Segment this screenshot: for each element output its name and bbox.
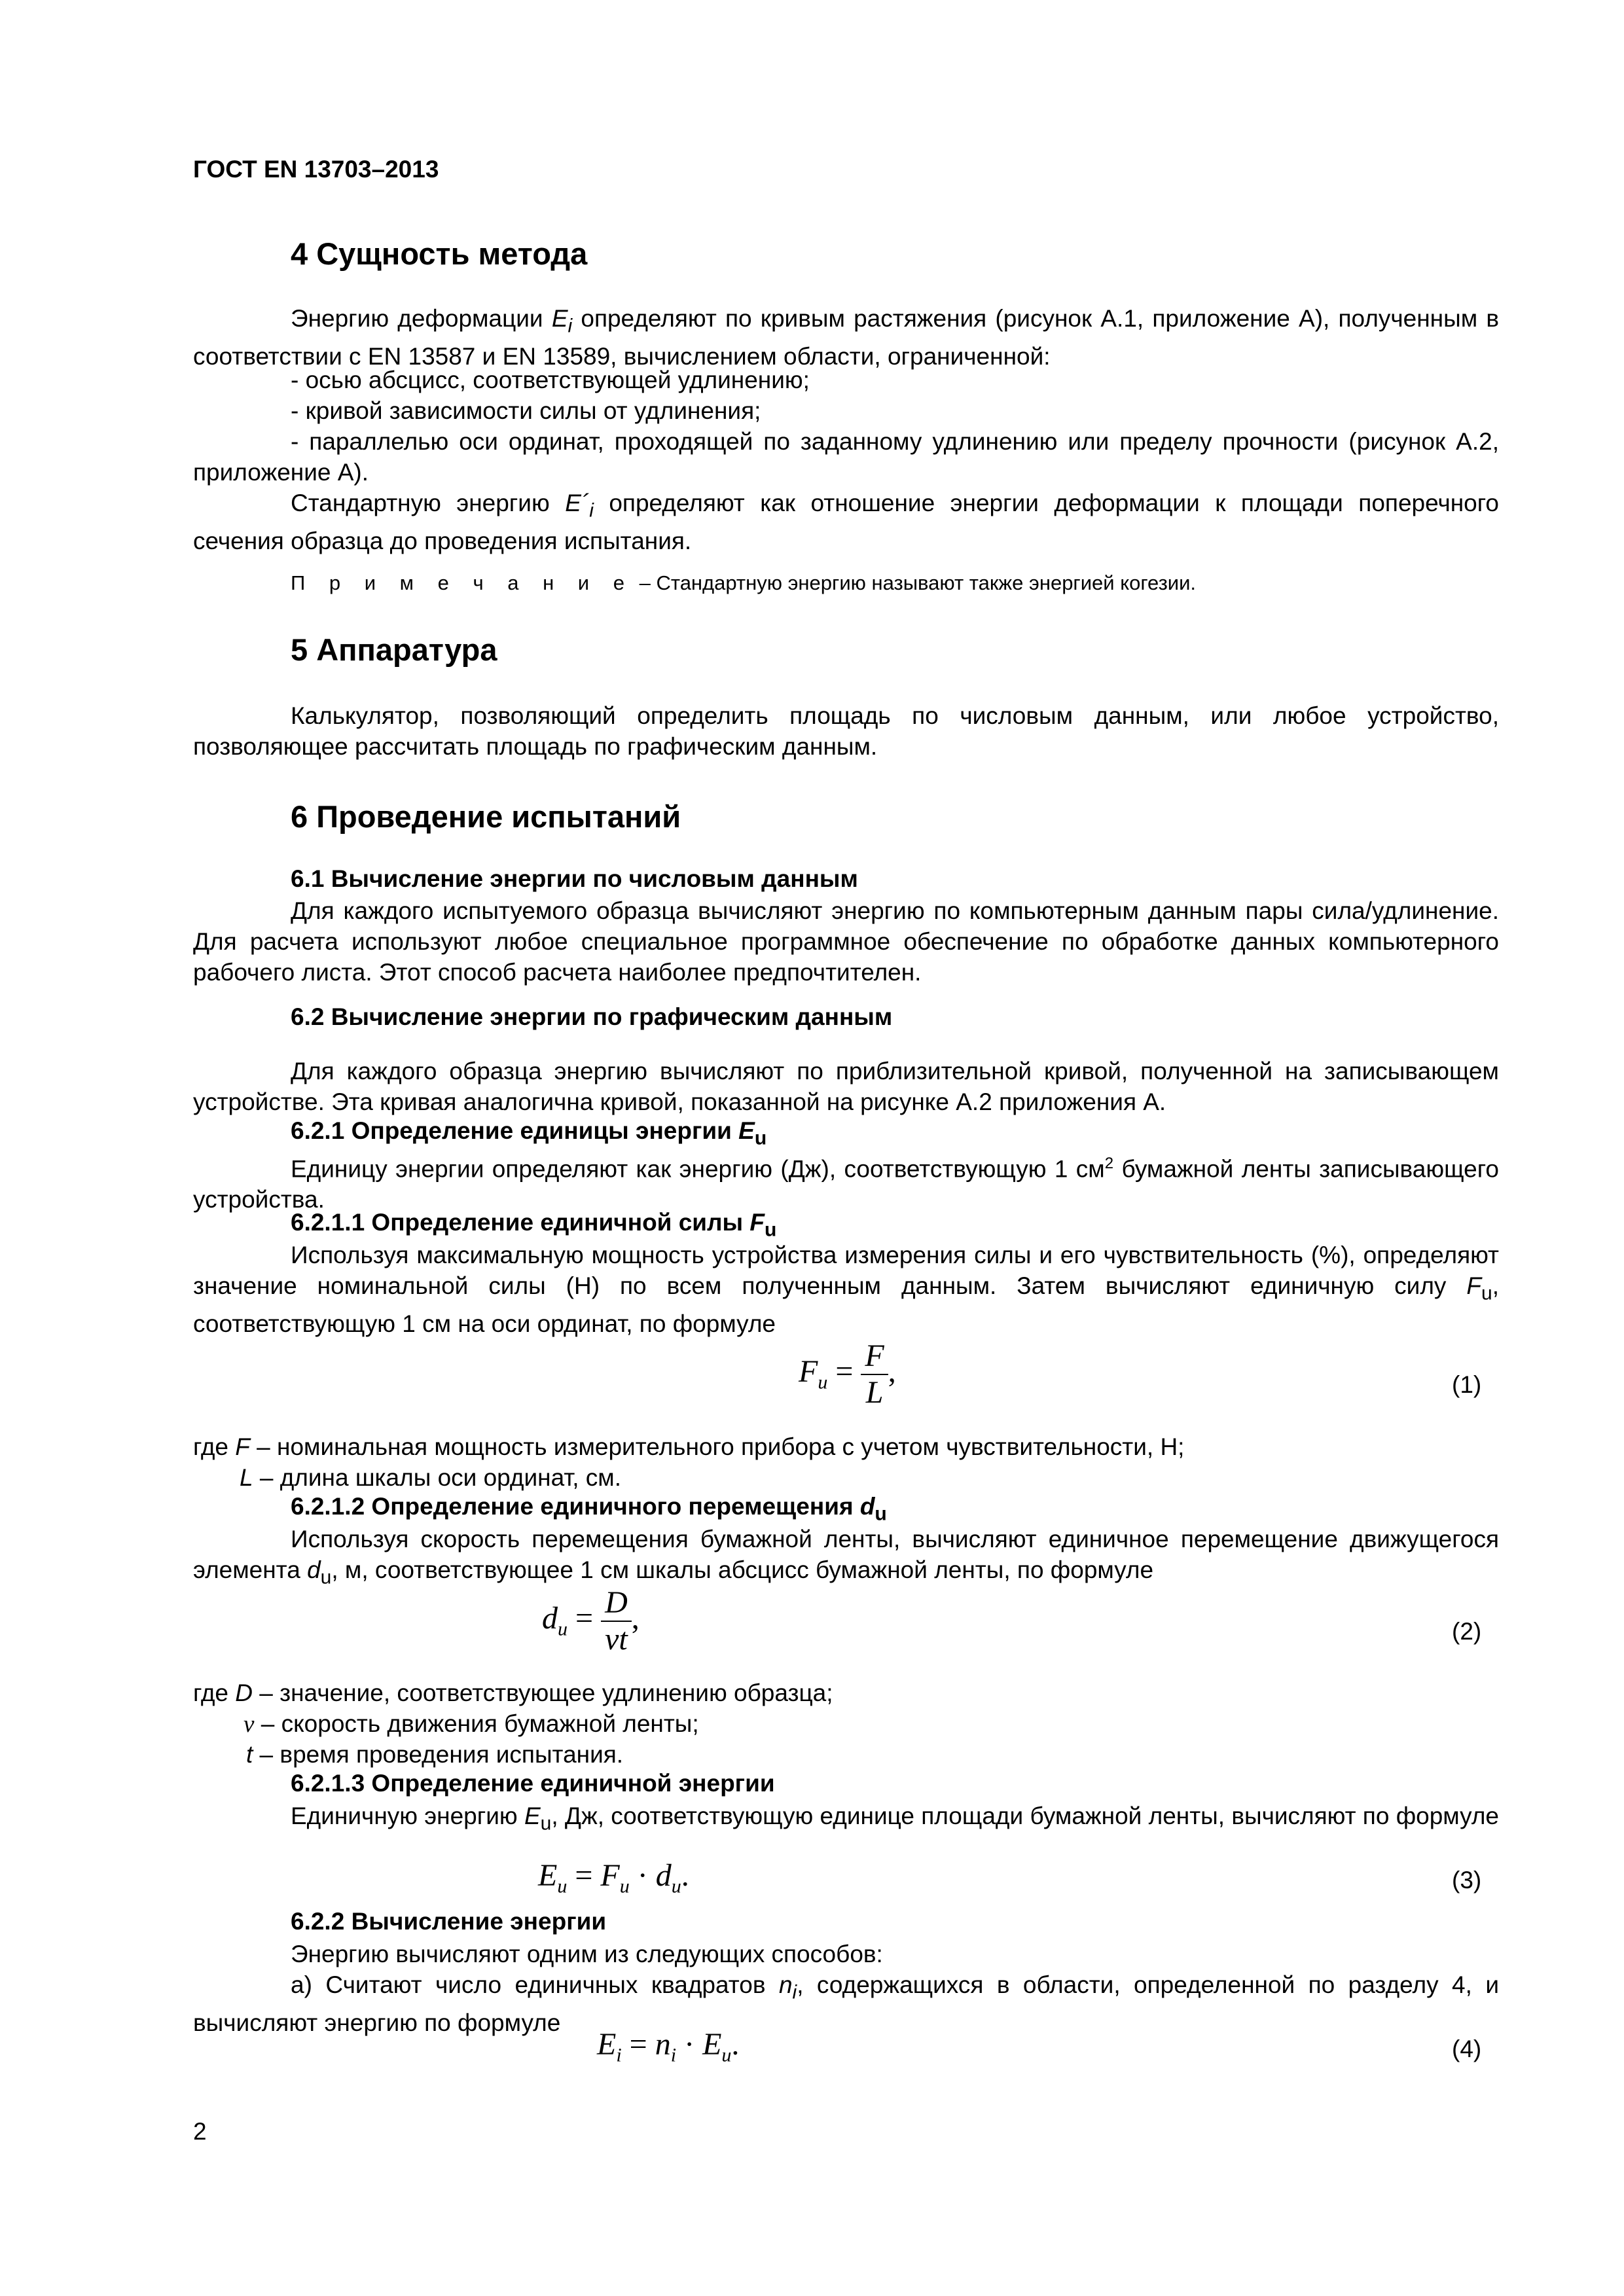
section-6-1-title: 6.1 Вычисление энергии по числовым данным xyxy=(291,865,858,892)
section-6-2-1-title: 6.2.1 Определение единицы энергии $E_u$ xyxy=(291,1117,767,1149)
section-6-2-1-3-title: 6.2.1.3 Определение единичной энергии xyxy=(291,1770,775,1797)
formula-4-number: (4) xyxy=(1452,2036,1482,2062)
section-5-paragraph: Калькулятор, позволяющий определить площадь по числовым данным, или любое устройство, позволяющее рассчитать площадь по графическим данным. xyxy=(193,702,1499,760)
section-6-2-1-1-paragraph: Используя максимальную мощность устройства измерения силы и его чувствительность (%), определяют значение номинальной силы (Н) по всем полученным данным. Затем вычисляют единичную силу $F_u$, соответствующую 1 см на оси ординат, по формуле xyxy=(193,1242,1499,1338)
formula-2-where-v: v – скорость движения бумажной ленты; xyxy=(244,1710,699,1738)
section-6-1-paragraph: Для каждого испытуемого образца вычисляют энергию по компьютерным данным пары сила/удлинение. Для расчета используют любое специальное программное обеспечение по обработке данных компьютерного рабочего листа. Этот способ расчета наиболее предпочтителен. xyxy=(193,897,1499,986)
section-4-bullet-3: - параллелью оси ординат, проходящей по заданному удлинению или пределу прочности (рисунок А.2, приложение А). xyxy=(193,428,1499,486)
section-5-title: 5 Аппаратура xyxy=(291,632,497,667)
formula-4: $E_i = n_i \cdot E_u$. xyxy=(597,2027,740,2066)
section-4-paragraph-1: Энергию деформации $E_i$ определяют по кривым растяжения (рисунок А.1, приложение А), полученным в соответствии с EN 13587 и EN 13589, вычислением области, ограниченной: xyxy=(193,305,1500,370)
formula-1-number: (1) xyxy=(1452,1371,1482,1398)
section-6-2-1-2-paragraph: Используя скорость перемещения бумажной ленты, вычисляют единичное перемещение движущегося элемента $d_u$, м, соответствующее 1 см шкалы абсцисс бумажной ленты, по формуле xyxy=(193,1526,1499,1588)
formula-3-number: (3) xyxy=(1452,1867,1482,1893)
section-6-2-2-paragraph: Энергию вычисляют одним из следующих способов: xyxy=(291,1941,883,1967)
formula-2: $d_u$ = $\frac{D}{vt}$ , xyxy=(542,1585,640,1657)
section-6-2-1-paragraph: Единицу энергии определяют как энергию (Дж), соответствующую 1 $см^2$ бумажной ленты записывающего устройства. xyxy=(193,1155,1499,1213)
formula-1-where-f: где F – номинальная мощность измерительного прибора с учетом чувствительности, Н; xyxy=(193,1433,1185,1460)
section-4-title: 4 Сущность метода xyxy=(291,236,588,271)
formula-2-where-t: t – время проведения испытания. xyxy=(246,1741,624,1768)
section-6-2-paragraph: Для каждого образца энергию вычисляют по приблизительной кривой, полученной на записывающем устройстве. Эта кривая аналогична кривой, показанной на рисунке А.2 приложения А. xyxy=(193,1058,1499,1115)
standard-header: ГОСТ EN 13703–2013 xyxy=(193,156,439,183)
section-4-paragraph-2: Стандартную энергию $E´_i$ определяют как отношение энергии деформации к площади поперечного сечения образца до проведения испытания. xyxy=(193,490,1499,555)
formula-1-where-l: L – длина шкалы оси ординат, см. xyxy=(240,1464,621,1491)
section-4-bullet-2: - кривой зависимости силы от удлинения; xyxy=(291,397,761,424)
section-6-2-title: 6.2 Вычисление энергии по графическим данным xyxy=(291,1003,893,1030)
section-4-note: П р и м е ч а н и е – Стандартную энергию называют также энергией когезии. xyxy=(291,571,1197,594)
section-6-2-2-title: 6.2.2 Вычисление энергии xyxy=(291,1908,607,1935)
page-number: 2 xyxy=(193,2118,207,2145)
section-6-title: 6 Проведение испытаний xyxy=(291,799,681,834)
section-6-2-2-item-a: а) Считают число единичных квадратов $n_i$, содержащихся в области, определенной по разделу 4, и вычисляют энергию по формуле xyxy=(193,1971,1499,2037)
section-6-2-1-1-title: 6.2.1.1 Определение единичной силы $F_u$ xyxy=(291,1209,777,1241)
section-6-2-1-3-paragraph: Единичную энергию $E_u$, Дж, соответствующую единице площади бумажной ленты, вычисляют по формуле xyxy=(291,1803,1500,1835)
section-4-bullet-1: - осью абсцисс, соответствующей удлинению; xyxy=(291,367,810,393)
section-6-2-1-2-title: 6.2.1.2 Определение единичного перемещения $d_u$ xyxy=(291,1493,887,1525)
formula-1: $F_u$ = $\frac{F}{L}$ , xyxy=(799,1338,896,1410)
formula-2-where-d: где D – значение, соответствующее удлинению образца; xyxy=(193,1679,833,1706)
formula-3: $E_u = F_u \cdot d_u$. xyxy=(538,1858,689,1897)
formula-2-number: (2) xyxy=(1452,1618,1482,1645)
